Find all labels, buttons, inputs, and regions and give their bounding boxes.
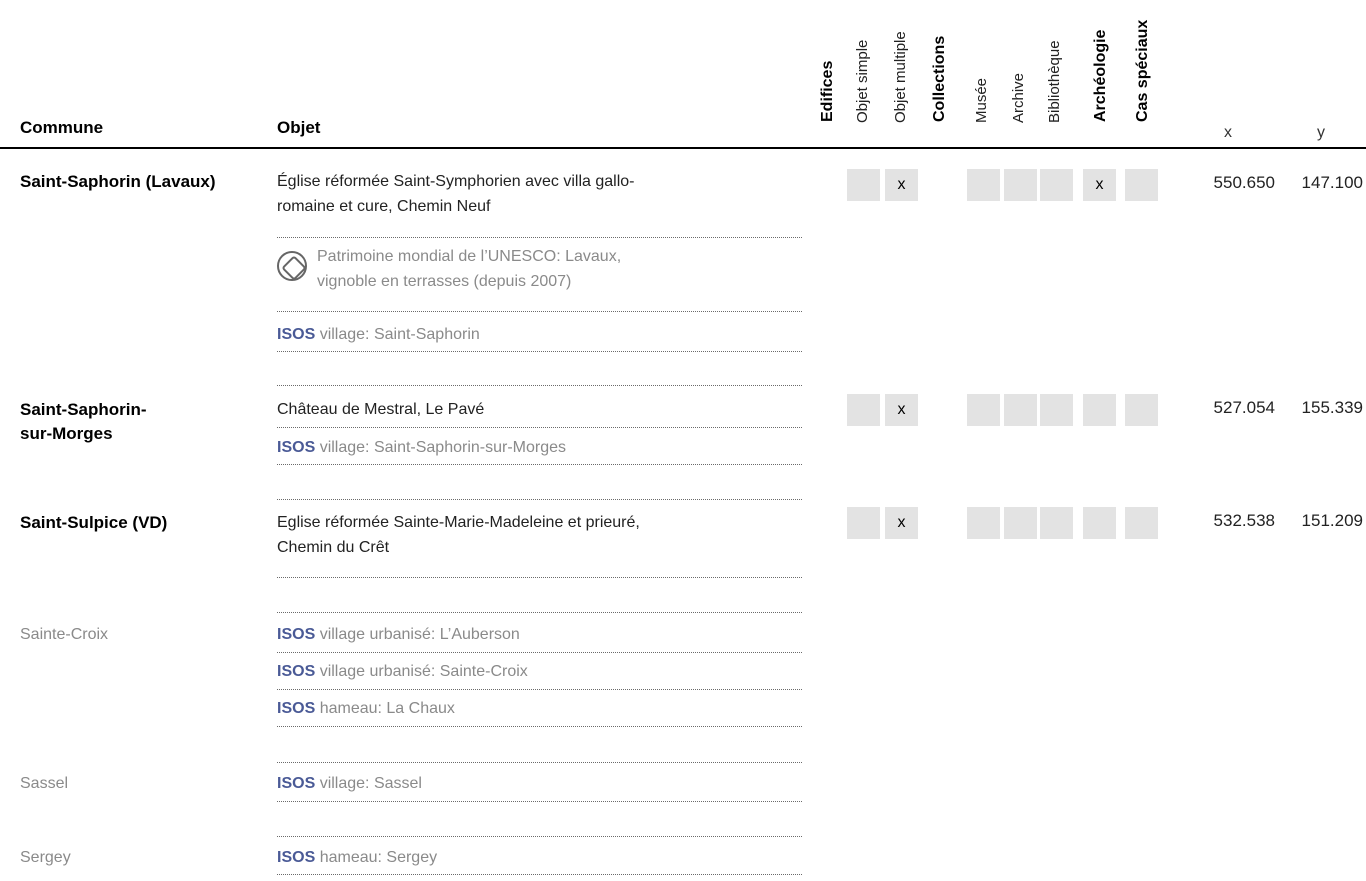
row-divider <box>277 612 802 613</box>
row-divider <box>277 689 802 690</box>
header-x: x <box>1224 124 1232 141</box>
row-divider <box>277 499 802 500</box>
cell-objet-multiple: x <box>885 169 918 201</box>
row-divider <box>277 427 802 428</box>
commune-name: sur-Morges <box>20 424 113 443</box>
coord-y: 147.100 <box>1301 173 1363 192</box>
cell-archive <box>1004 169 1037 201</box>
isos-entry: ISOS village: Saint-Saphorin <box>277 326 480 343</box>
object-text: Château de Mestral, Le Pavé <box>277 401 485 418</box>
isos-entry: ISOS hameau: Sergey <box>277 849 438 866</box>
header-bibliotheque: Bibliothèque <box>1046 40 1063 123</box>
coord-x: 527.054 <box>1213 398 1275 417</box>
cell-objet-multiple: x <box>885 507 918 539</box>
cell-cas-speciaux <box>1125 507 1158 539</box>
cell-cas-speciaux <box>1125 169 1158 201</box>
header-y: y <box>1317 124 1325 141</box>
header-archive: Archive <box>1010 72 1027 123</box>
coord-x: 532.538 <box>1213 511 1275 530</box>
row-divider <box>277 385 802 386</box>
isos-entry: ISOS village urbanisé: L’Auberson <box>277 626 520 643</box>
commune-name: Sergey <box>20 849 71 866</box>
header-musee: Musée <box>973 77 990 123</box>
cell-bibliotheque <box>1040 507 1073 539</box>
commune-name: Saint-Saphorin- <box>20 400 147 419</box>
header-cas-speciaux: Cas spéciaux <box>1134 19 1151 122</box>
unesco-text: vignoble en terrasses (depuis 2007) <box>317 273 572 290</box>
cell-objet-simple <box>847 169 880 201</box>
header-edifices: Edifices <box>819 60 836 122</box>
unesco-text: Patrimoine mondial de l’UNESCO: Lavaux, <box>317 248 622 265</box>
cell-objet-multiple: x <box>885 394 918 426</box>
row-divider <box>277 726 802 727</box>
row-divider <box>277 652 802 653</box>
row-divider <box>277 874 802 875</box>
cell-bibliotheque <box>1040 169 1073 201</box>
cell-objet-simple <box>847 394 880 426</box>
header-rule <box>0 147 1366 149</box>
cell-bibliotheque <box>1040 394 1073 426</box>
commune-name: Saint-Sulpice (VD) <box>20 513 168 532</box>
row-divider <box>277 351 802 352</box>
coord-y: 151.209 <box>1301 511 1363 530</box>
cell-archive <box>1004 507 1037 539</box>
header-collections: Collections <box>931 35 948 122</box>
cell-archeologie: x <box>1083 169 1116 201</box>
coord-y: 155.339 <box>1301 398 1363 417</box>
row-divider <box>277 577 802 578</box>
cell-archeologie <box>1083 394 1116 426</box>
row-divider <box>277 464 802 465</box>
row-divider <box>277 311 802 312</box>
cell-musee <box>967 507 1000 539</box>
object-text: Église réformée Saint-Symphorien avec villa gallo- <box>277 173 635 190</box>
row-divider <box>277 801 802 802</box>
header-commune: Commune <box>20 118 104 137</box>
header-objet-simple: Objet simple <box>854 39 871 123</box>
coord-x: 550.650 <box>1213 173 1275 192</box>
isos-entry: ISOS village: Saint-Saphorin-sur-Morges <box>277 439 567 456</box>
isos-entry: ISOS village urbanisé: Sainte-Croix <box>277 663 528 680</box>
header-objet-multiple: Objet multiple <box>892 31 909 123</box>
unesco-icon <box>277 251 307 281</box>
cell-musee <box>967 169 1000 201</box>
header-archeologie: Archéologie <box>1092 29 1109 122</box>
cell-musee <box>967 394 1000 426</box>
object-text: Chemin du Crêt <box>277 539 390 556</box>
cell-archive <box>1004 394 1037 426</box>
cell-cas-speciaux <box>1125 394 1158 426</box>
commune-name: Saint-Saphorin (Lavaux) <box>20 172 216 191</box>
object-text: romaine et cure, Chemin Neuf <box>277 198 491 215</box>
row-divider <box>277 237 802 238</box>
commune-name: Sassel <box>20 775 69 792</box>
header-objet: Objet <box>277 118 321 137</box>
row-divider <box>277 762 802 763</box>
object-text: Eglise réformée Sainte-Marie-Madeleine et prieuré, <box>277 514 640 531</box>
commune-name: Sainte-Croix <box>20 626 109 643</box>
isos-entry: ISOS village: Sassel <box>277 775 422 792</box>
row-divider <box>277 836 802 837</box>
cell-archeologie <box>1083 507 1116 539</box>
cell-objet-simple <box>847 507 880 539</box>
isos-entry: ISOS hameau: La Chaux <box>277 700 455 717</box>
